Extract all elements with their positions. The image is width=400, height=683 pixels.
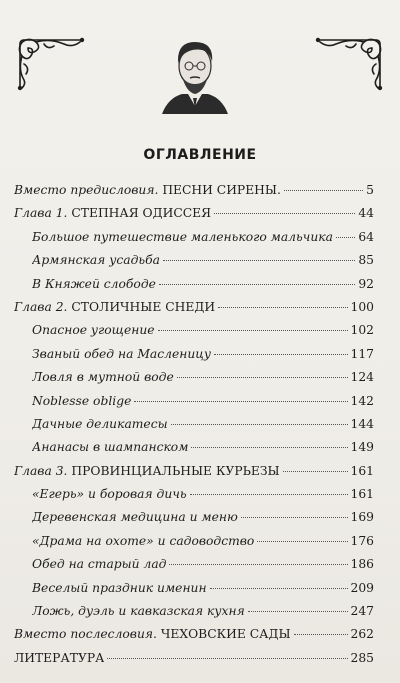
toc-leader-dots (214, 354, 348, 355)
toc-entry-title (14, 183, 281, 197)
toc-entry-title (32, 230, 333, 244)
toc-entry (14, 627, 374, 650)
toc-entry-title (14, 300, 215, 314)
toc-leader-dots (169, 564, 347, 565)
toc-entry (14, 370, 374, 393)
toc-entry-text: Званый обед на Масленицу (32, 346, 211, 361)
toc-page-number: 85 (358, 253, 374, 268)
toc-leader-dots (214, 213, 355, 214)
toc-leader-dots (177, 377, 348, 378)
toc-page-number: 124 (350, 370, 374, 385)
toc-entry-title (32, 417, 168, 431)
toc-page-number: 262 (350, 627, 374, 642)
toc-leader-dots (159, 284, 355, 285)
toc-leader-dots (163, 260, 355, 261)
toc-entry-text: СТОЛИЧНЫЕ СНЕДИ (71, 299, 216, 314)
toc-entry-prefix: Глава 2. (14, 299, 68, 314)
toc-page-number: 142 (350, 393, 374, 408)
toc-entry (14, 253, 374, 276)
toc-entry-title (32, 557, 166, 571)
toc-entry (14, 277, 374, 300)
toc-entry-text: Обед на старый лад (32, 557, 167, 572)
toc-entry-text: ПРОВИНЦИАЛЬНЫЕ КУРЬЕЗЫ (71, 463, 280, 478)
toc-entry-text: ЧЕХОВСКИЕ САДЫ (160, 627, 291, 642)
toc-page-number: 64 (358, 229, 374, 244)
toc-page-number: 144 (350, 416, 374, 431)
toc-entry (14, 183, 374, 206)
toc-entry (14, 323, 374, 346)
toc-entry-text: Деревенская медицина и меню (32, 510, 238, 525)
toc-entry-text: Ананасы в шампанском (32, 440, 189, 455)
toc-entry-prefix: Вместо послесловия. (14, 627, 157, 642)
toc-entry-title (14, 464, 280, 478)
toc-entry (14, 206, 374, 229)
toc-entry-text: «Егерь» и боровая дичь (32, 487, 187, 502)
toc-entry-title (32, 323, 155, 337)
toc-entry-title (14, 651, 104, 665)
toc-entry-title (32, 277, 156, 291)
toc-page-number: 44 (358, 206, 374, 221)
toc-entry-text: Ложь, дуэль и кавказская кухня (32, 604, 245, 619)
toc-page-number: 169 (350, 510, 374, 525)
toc-entry (14, 230, 374, 253)
toc-page-number: 5 (366, 183, 374, 197)
toc-entry-title (32, 510, 238, 524)
toc-entry-title (32, 581, 207, 595)
page-title: ОГЛАВЛЕНИЕ (143, 147, 257, 163)
toc-page-number: 117 (350, 346, 374, 361)
toc-entry-title (32, 347, 211, 361)
toc-entry-text: Ловля в мутной воде (32, 370, 174, 385)
toc-entry-text: Дачные деликатесы (32, 416, 168, 431)
toc-leader-dots (171, 424, 348, 425)
toc-entry-text: СТЕПНАЯ ОДИССЕЯ (71, 206, 212, 221)
toc-entry-text: ПЕСНИ СИРЕНЫ. (162, 183, 281, 197)
toc-page-number: 176 (350, 533, 374, 548)
toc-page-number: 92 (358, 276, 374, 291)
toc-entry (14, 510, 374, 533)
toc-entry-title (14, 206, 211, 220)
corner-ornament-right-icon (312, 34, 386, 92)
toc-entry (14, 440, 374, 463)
toc-page-number: 102 (350, 323, 374, 338)
toc-leader-dots (107, 658, 347, 659)
toc-leader-dots (336, 237, 355, 238)
toc-page-number: 149 (350, 440, 374, 455)
toc-leader-dots (248, 611, 348, 612)
toc-page-number: 100 (350, 299, 374, 314)
toc-entry-text: «Драма на охоте» и садоводство (32, 533, 255, 548)
toc-entry-text: ЛИТЕРАТУРА (14, 650, 105, 665)
toc-entry (14, 604, 374, 627)
toc-entry-prefix: Глава 3. (14, 463, 68, 478)
toc-leader-dots (218, 307, 347, 308)
toc-leader-dots (210, 588, 348, 589)
toc-page-number: 161 (350, 463, 374, 478)
toc-entry-text: В Княжей слободе (32, 276, 156, 291)
toc-entry-text: Армянская усадьба (32, 253, 160, 268)
toc-page-number: 161 (350, 487, 374, 502)
toc-entry (14, 534, 374, 557)
toc-entry (14, 651, 374, 674)
toc-entry-title (32, 487, 187, 501)
toc-leader-dots (294, 634, 348, 635)
toc-entry (14, 417, 374, 440)
toc-leader-dots (190, 494, 348, 495)
toc-entry-title (14, 627, 291, 641)
toc-leader-dots (241, 517, 348, 518)
toc-entry-text: Большое путешествие маленького мальчика (32, 229, 333, 244)
toc-entry-prefix: Глава 1. (14, 206, 68, 221)
toc-leader-dots (191, 447, 347, 448)
toc-entry (14, 347, 374, 370)
toc-page-number: 285 (350, 650, 374, 665)
toc-leader-dots (283, 471, 348, 472)
author-portrait-icon (158, 32, 232, 114)
toc-entry (14, 557, 374, 580)
toc-page-number: 209 (350, 580, 374, 595)
toc-leader-dots (284, 190, 363, 191)
toc-leader-dots (134, 401, 347, 402)
toc-entry-title (32, 253, 160, 267)
table-of-contents (14, 183, 374, 674)
toc-entry (14, 300, 374, 323)
toc-leader-dots (158, 330, 348, 331)
toc-page-number: 186 (350, 557, 374, 572)
toc-entry-text: Опасное угощение (32, 323, 155, 338)
corner-ornament-left-icon (14, 34, 88, 92)
toc-entry-text: Веселый праздник именин (32, 580, 207, 595)
toc-entry-title (32, 604, 245, 618)
toc-entry-title (32, 394, 131, 408)
toc-page-number: 247 (350, 604, 374, 619)
toc-entry-title (32, 370, 174, 384)
toc-entry (14, 464, 374, 487)
toc-entry (14, 581, 374, 604)
toc-entry (14, 394, 374, 417)
toc-entry-title (32, 534, 254, 548)
toc-entry-title (32, 440, 188, 454)
toc-leader-dots (257, 541, 347, 542)
toc-entry-text: Noblesse oblige (32, 393, 132, 408)
toc-entry-prefix: Вместо предисловия. (14, 183, 159, 197)
toc-entry (14, 487, 374, 510)
